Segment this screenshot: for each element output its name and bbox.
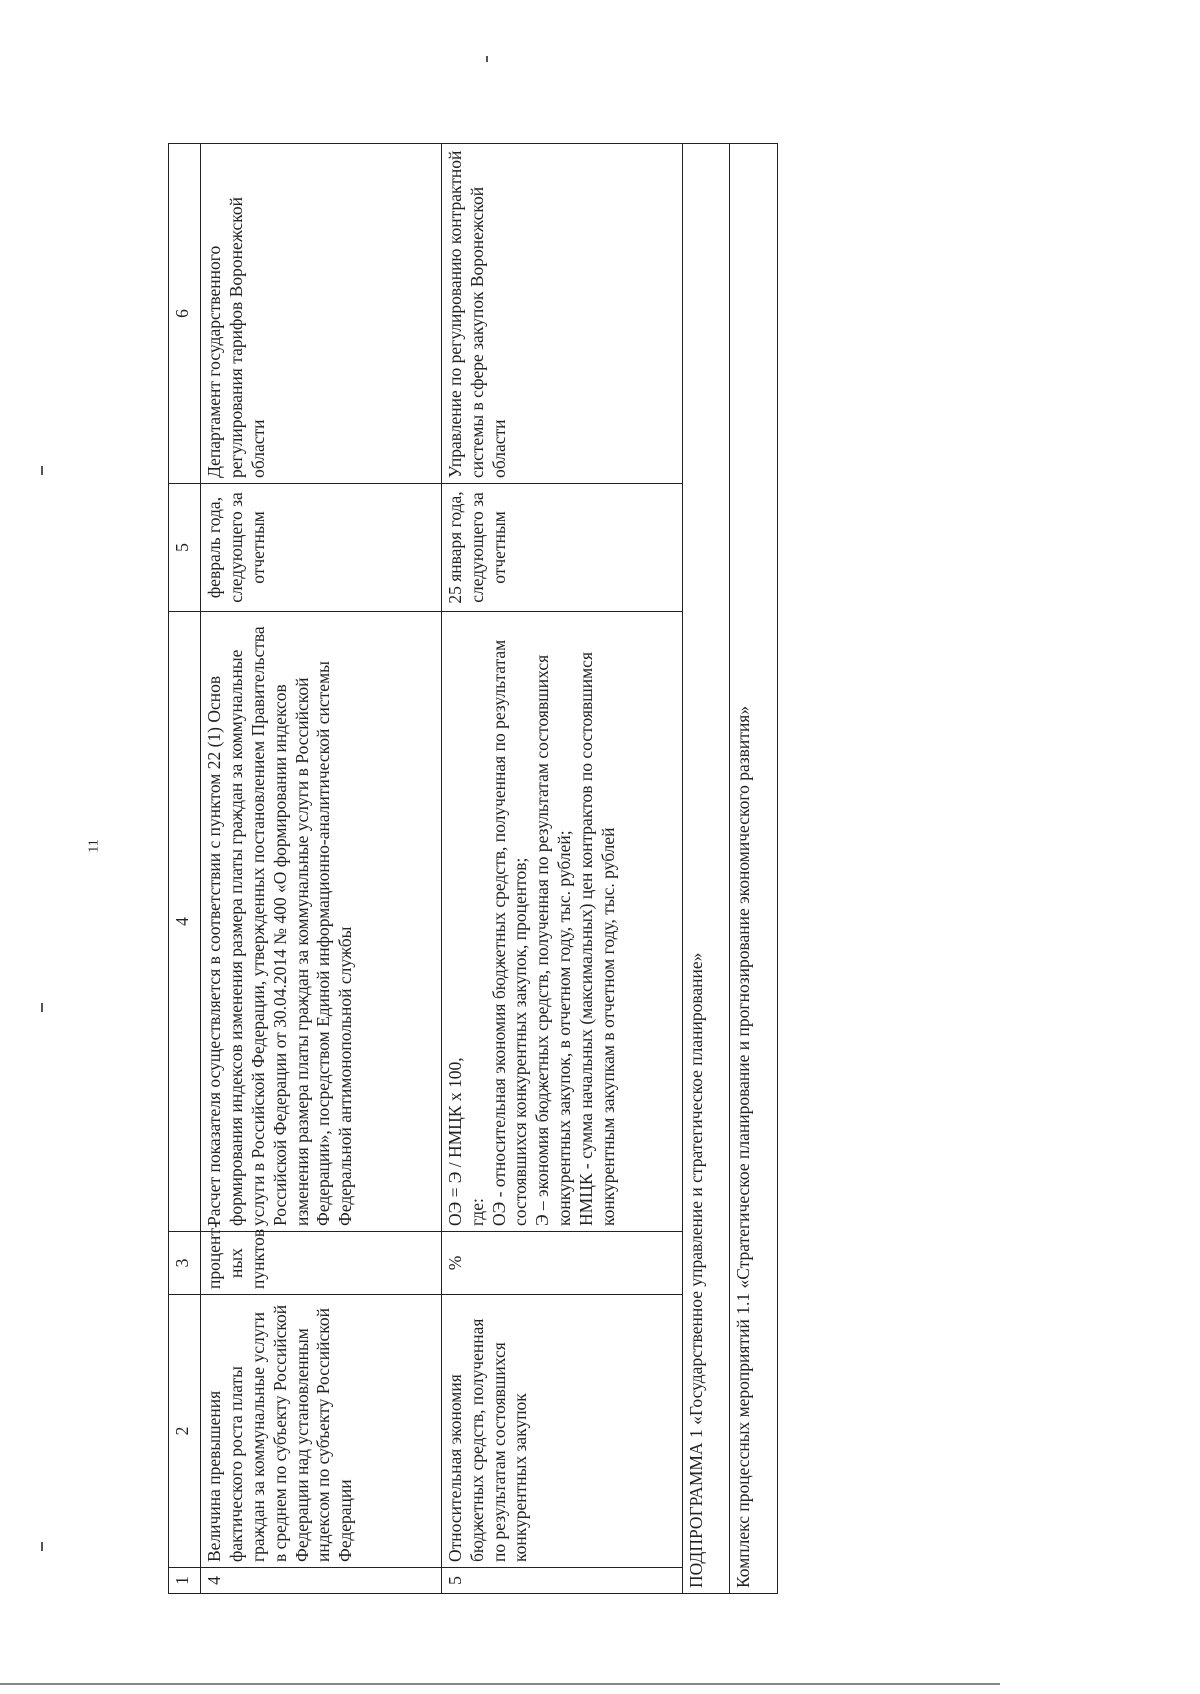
formula-line: ОЭ = Э / НМЦК x 100,	[444, 1057, 465, 1226]
scan-speck	[486, 56, 488, 62]
subprogram-title: ПОДПРОГРАММА 1 «Государственное управление и стратегическое планирование»	[682, 144, 730, 1594]
indicator-name: Величина превышения фактического роста платы граждан за коммунальные услуги в среднем по субъекту Российской Федерации над установленным индексом по субъекту Российской Федерации	[201, 1295, 442, 1568]
page-number: 11	[86, 839, 102, 853]
method-line: Расчет показателя осуществляется в соответствии с пунктом 22 (1) Основ формирования индексов изменения размера платы граждан за коммунальные услуги в Российской Федерации, утвержденных постановлением Правительства Российской Федерации от 30.04.2014 № 400 «О формировании индексов изменения размера платы граждан за коммунальные услуги в Российской Федерации», посредством Единой информационно-аналитической системы Федеральной антимонопольной службы	[204, 626, 356, 1226]
header-col-3: 3	[169, 1232, 201, 1295]
submission-deadline: февраль года, следующего за отчетным	[201, 484, 442, 612]
unit-of-measure: процент-ных пунктов	[201, 1232, 442, 1295]
header-col-5: 5	[169, 484, 201, 612]
unit-of-measure: %	[441, 1232, 682, 1295]
table-header-row	[169, 144, 201, 1594]
calculation-method	[201, 612, 442, 1232]
rotated-table-container	[168, 144, 778, 1594]
indicators-table	[168, 143, 778, 1594]
header-col-2: 2	[169, 1295, 201, 1568]
row-number: 5	[441, 1568, 682, 1594]
row-number: 4	[201, 1568, 442, 1594]
method-line: НМЦК - сумма начальных (максимальных) цен контрактов по состоявшимся конкурентным закупкам в отчетном году, тыс. рублей	[576, 652, 618, 1226]
header-col-6: 6	[169, 144, 201, 484]
responsible-body: Департамент государственного регулирования тарифов Воронежской области	[201, 144, 442, 484]
method-line: Э – экономия бюджетных средств, полученная по результатам состоявшихся конкурентных закупок, в отчетном году, тыс. рублей;	[532, 654, 575, 1226]
calculation-method	[441, 612, 682, 1232]
method-line: где:	[466, 1198, 487, 1226]
scan-speck	[41, 1003, 43, 1012]
indicator-name: Относительная экономия бюджетных средств, полученная по результатам состоявшихся конкурентных закупок	[441, 1295, 682, 1568]
header-col-4: 4	[169, 612, 201, 1232]
scan-speck	[41, 466, 43, 475]
subprogram-row	[682, 144, 730, 1594]
scan-speck	[41, 1542, 43, 1551]
submission-deadline: 25 января года, следующего за отчетным	[441, 484, 682, 612]
method-line: ОЭ - относительная экономия бюджетных средств, полученная по результатам состоявшихся конкурентных закупок, процентов;	[488, 639, 531, 1226]
complex-row	[730, 144, 778, 1594]
table-row	[441, 144, 682, 1594]
responsible-body: Управление по регулированию контрактной системы в сфере закупок Воронежской области	[441, 144, 682, 484]
header-col-1: 1	[169, 1568, 201, 1594]
scan-edge-line	[0, 1683, 1000, 1685]
table-row	[201, 144, 442, 1594]
complex-title: Комплекс процессных мероприятий 1.1 «Стратегическое планирование и прогнозирование экономического развития»	[730, 144, 778, 1594]
